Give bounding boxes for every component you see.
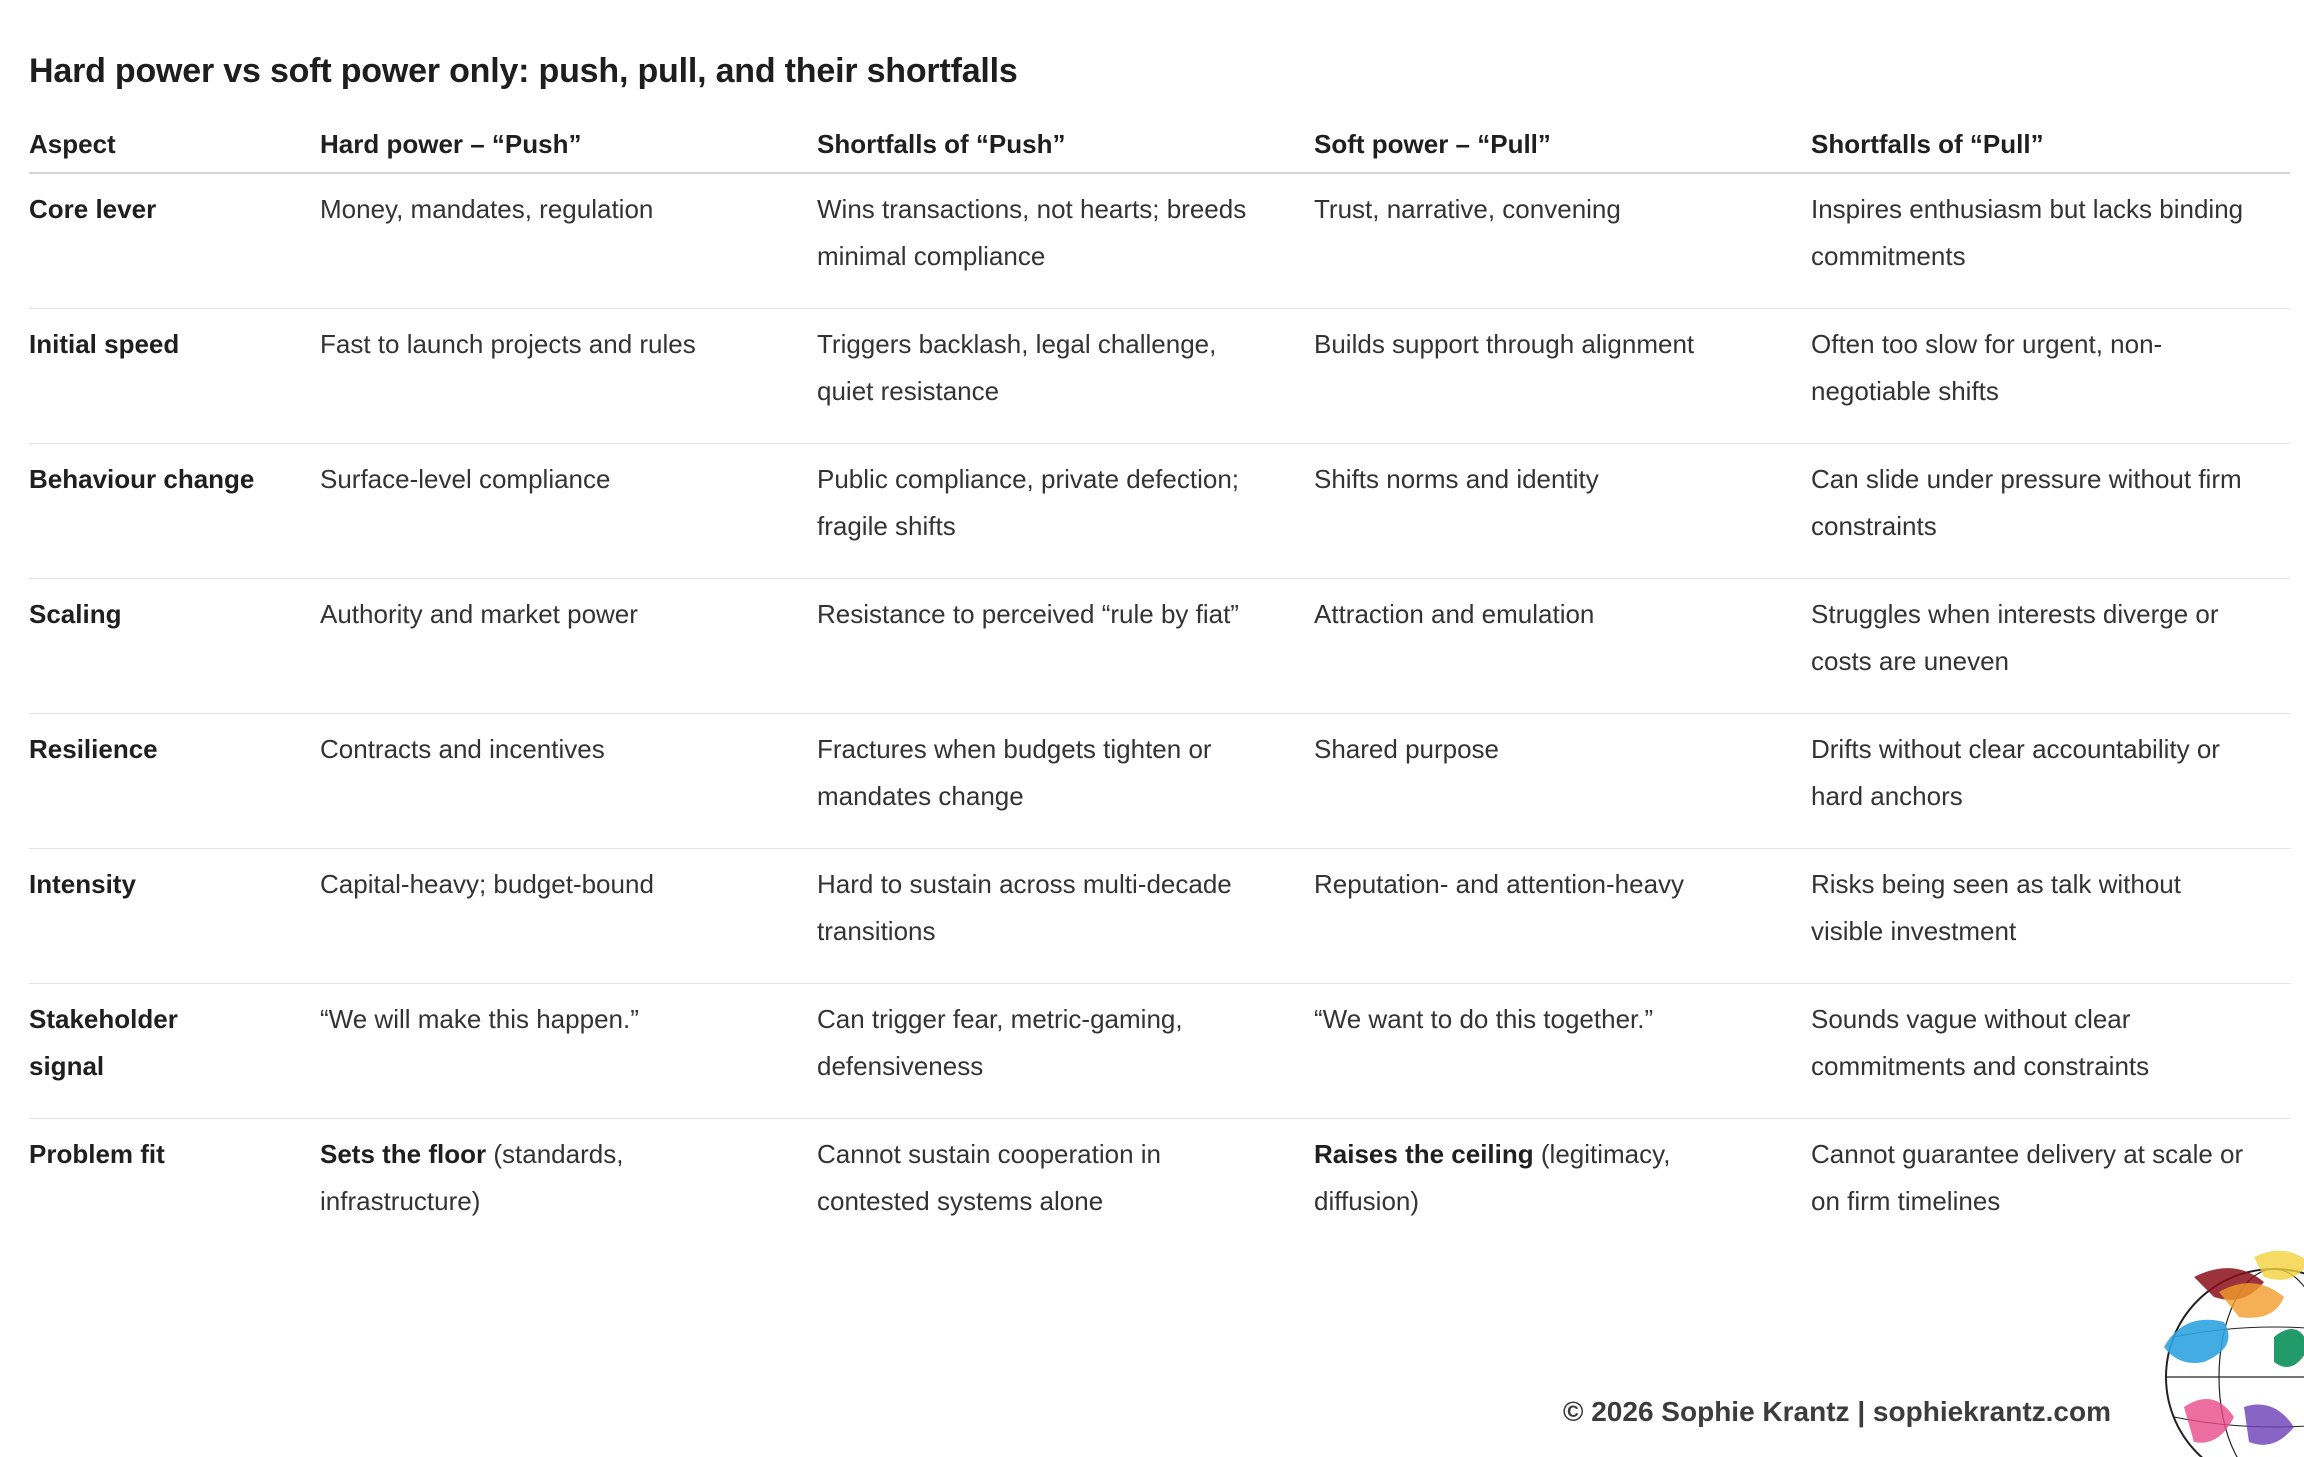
hard-power-cell	[320, 1118, 817, 1253]
soft-power-cell: Reputation- and attention-heavy	[1314, 848, 1811, 983]
aspect-cell: Intensity	[29, 848, 320, 983]
header-aspect: Aspect	[29, 116, 320, 173]
soft-power-cell: “We want to do this together.”	[1314, 983, 1811, 1118]
soft-power-detail: (legitimacy, diffusion)	[1314, 1138, 1671, 1216]
soft-power-cell	[1314, 1118, 1811, 1253]
hard-power-cell: Capital-heavy; budget-bound	[320, 848, 817, 983]
soft-shortfall-cell: Often too slow for urgent, non-negotiable shifts	[1811, 308, 2290, 443]
hard-shortfall-cell: Fractures when budgets tighten or mandates change	[817, 713, 1314, 848]
aspect-cell: Stakeholder signal	[29, 983, 320, 1118]
aspect-cell: Resilience	[29, 713, 320, 848]
soft-power-cell: Attraction and emulation	[1314, 578, 1811, 713]
hard-power-cell: Money, mandates, regulation	[320, 173, 817, 308]
header-soft-shortfalls: Shortfalls of “Pull”	[1811, 116, 2290, 173]
soft-shortfall-cell: Can slide under pressure without firm constraints	[1811, 443, 2290, 578]
aspect-cell: Behaviour change	[29, 443, 320, 578]
soft-shortfall-cell: Struggles when interests diverge or costs are uneven	[1811, 578, 2290, 713]
table-row	[29, 308, 2290, 443]
page-title: Hard power vs soft power only: push, pull, and their shortfalls	[29, 52, 1018, 90]
globe-illustration	[2124, 1237, 2304, 1457]
painted-globe-icon	[2124, 1237, 2304, 1457]
hard-shortfall-cell: Cannot sustain cooperation in contested systems alone	[817, 1138, 1162, 1216]
soft-shortfall-cell: Inspires enthusiasm but lacks binding commitments	[1811, 173, 2290, 308]
table-row	[29, 983, 2290, 1118]
hard-power-emphasis: Sets the floor	[320, 1138, 487, 1169]
hard-shortfall-cell: Hard to sustain across multi-decade transitions	[817, 848, 1314, 983]
aspect-cell: Initial speed	[29, 308, 320, 443]
table-row	[29, 848, 2290, 983]
comparison-table	[29, 116, 2290, 1253]
table-row	[29, 578, 2290, 713]
hard-power-cell: “We will make this happen.”	[320, 983, 817, 1118]
soft-shortfall-cell: Cannot guarantee delivery at scale or on firm timelines	[1811, 1138, 2244, 1216]
header-hard-power: Hard power – “Push”	[320, 116, 817, 173]
hard-shortfall-cell: Public compliance, private defection; fragile shifts	[817, 443, 1314, 578]
table-body	[29, 173, 2290, 1253]
header-soft-power: Soft power – “Pull”	[1314, 116, 1811, 173]
soft-shortfall-cell: Sounds vague without clear commitments and constraints	[1811, 983, 2290, 1118]
table-header	[29, 116, 2290, 173]
soft-power-cell: Shared purpose	[1314, 713, 1811, 848]
hard-shortfall-cell: Can trigger fear, metric-gaming, defensiveness	[817, 983, 1314, 1118]
soft-shortfall-cell: Drifts without clear accountability or hard anchors	[1811, 713, 2290, 848]
soft-shortfall-cell: Risks being seen as talk without visible investment	[1811, 848, 2290, 983]
table-row	[29, 443, 2290, 578]
hard-power-cell: Surface-level compliance	[320, 443, 817, 578]
aspect-cell: Problem fit	[29, 1138, 165, 1169]
table-row	[29, 1118, 2290, 1253]
hard-shortfall-cell: Triggers backlash, legal challenge, quiet resistance	[817, 308, 1314, 443]
hard-power-cell: Contracts and incentives	[320, 713, 817, 848]
soft-power-cell: Trust, narrative, convening	[1314, 173, 1811, 308]
hard-shortfall-cell: Wins transactions, not hearts; breeds minimal compliance	[817, 173, 1314, 308]
hard-shortfall-cell: Resistance to perceived “rule by fiat”	[817, 578, 1314, 713]
aspect-cell: Scaling	[29, 578, 320, 713]
soft-power-cell: Shifts norms and identity	[1314, 443, 1811, 578]
hard-power-cell: Authority and market power	[320, 578, 817, 713]
header-row	[29, 116, 2290, 173]
soft-power-cell: Builds support through alignment	[1314, 308, 1811, 443]
header-hard-shortfalls: Shortfalls of “Push”	[817, 116, 1314, 173]
copyright-footer: © 2026 Sophie Krantz | sophiekrantz.com	[1562, 1396, 2111, 1427]
table-row	[29, 713, 2290, 848]
table-row	[29, 173, 2290, 308]
soft-power-emphasis: Raises the ceiling	[1314, 1138, 1534, 1169]
hard-power-cell: Fast to launch projects and rules	[320, 308, 817, 443]
aspect-cell: Core lever	[29, 173, 320, 308]
hard-power-detail: (standards, infrastructure)	[320, 1138, 624, 1216]
